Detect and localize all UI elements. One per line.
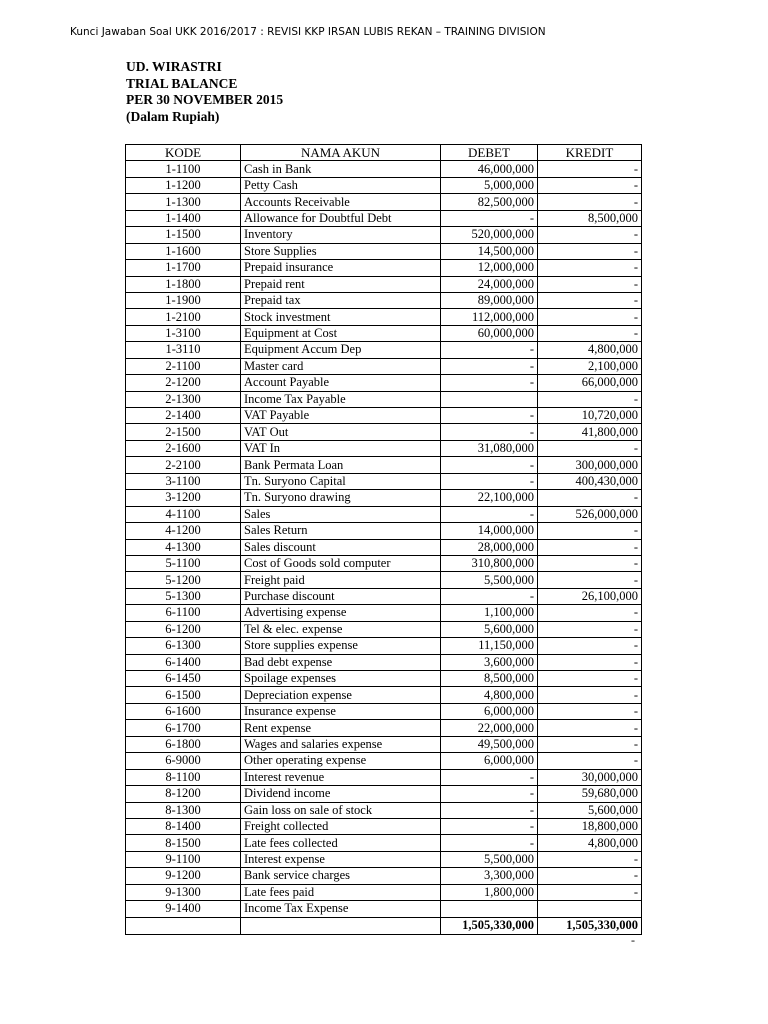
cell-debet: - xyxy=(441,506,538,522)
report-currency: (Dalam Rupiah) xyxy=(126,108,220,124)
cell-debet: 11,150,000 xyxy=(441,638,538,654)
cell-debet: 5,000,000 xyxy=(441,177,538,193)
cell-total-debet: 1,505,330,000 xyxy=(441,917,538,934)
table-row xyxy=(126,572,642,588)
table-row xyxy=(126,243,642,259)
cell-nama-akun: Bank service charges xyxy=(241,868,441,884)
cell-kode: 3-1100 xyxy=(126,473,241,489)
cell-debet: 6,000,000 xyxy=(441,753,538,769)
cell-nama-akun: Tn. Suryono Capital xyxy=(241,473,441,489)
cell-nama-akun: Cost of Goods sold computer xyxy=(241,555,441,571)
cell-debet: 112,000,000 xyxy=(441,309,538,325)
table-row xyxy=(126,260,642,276)
table-row xyxy=(126,194,642,210)
cell-kode: 6-1800 xyxy=(126,736,241,752)
cell-kode: 6-1700 xyxy=(126,720,241,736)
cell-nama-akun: Interest expense xyxy=(241,851,441,867)
table-row xyxy=(126,868,642,884)
cell-debet: - xyxy=(441,786,538,802)
cell-kredit: 66,000,000 xyxy=(538,375,642,391)
table-row xyxy=(126,457,642,473)
cell-nama-akun: Income Tax Expense xyxy=(241,901,441,917)
total-row xyxy=(126,917,642,934)
cell-kode: 6-1600 xyxy=(126,703,241,719)
cell-debet: 49,500,000 xyxy=(441,736,538,752)
cell-kredit: - xyxy=(538,851,642,867)
cell-total-label xyxy=(241,917,441,934)
table-row xyxy=(126,375,642,391)
cell-nama-akun: Wages and salaries expense xyxy=(241,736,441,752)
cell-debet: 1,800,000 xyxy=(441,884,538,900)
cell-kode: 8-1500 xyxy=(126,835,241,851)
cell-nama-akun: Bad debt expense xyxy=(241,654,441,670)
cell-kode: 1-1500 xyxy=(126,227,241,243)
cell-nama-akun: Store Supplies xyxy=(241,243,441,259)
cell-kredit: 526,000,000 xyxy=(538,506,642,522)
cell-kredit: 10,720,000 xyxy=(538,408,642,424)
cell-kredit: - xyxy=(538,161,642,177)
cell-kode: 1-3110 xyxy=(126,342,241,358)
cell-kode: 1-1300 xyxy=(126,194,241,210)
cell-debet: - xyxy=(441,802,538,818)
cell-kredit: 41,800,000 xyxy=(538,424,642,440)
cell-nama-akun: Inventory xyxy=(241,227,441,243)
cell-nama-akun: Income Tax Payable xyxy=(241,391,441,407)
cell-kredit: - xyxy=(538,605,642,621)
table-row xyxy=(126,703,642,719)
cell-nama-akun: Spoilage expenses xyxy=(241,671,441,687)
table-row xyxy=(126,720,642,736)
cell-kode: 9-1100 xyxy=(126,851,241,867)
cell-kredit: 26,100,000 xyxy=(538,588,642,604)
cell-kredit: - xyxy=(538,703,642,719)
cell-kredit: - xyxy=(538,177,642,193)
table-row xyxy=(126,292,642,308)
cell-debet: - xyxy=(441,473,538,489)
cell-debet: 4,800,000 xyxy=(441,687,538,703)
column-header-debet: DEBET xyxy=(441,145,538,161)
cell-debet: 3,300,000 xyxy=(441,868,538,884)
trial-balance-table xyxy=(125,144,642,935)
cell-debet: 24,000,000 xyxy=(441,276,538,292)
table-row xyxy=(126,391,642,407)
table-row xyxy=(126,851,642,867)
cell-kode: 1-1400 xyxy=(126,210,241,226)
table-row xyxy=(126,901,642,917)
cell-kredit: - xyxy=(538,243,642,259)
cell-debet: 310,800,000 xyxy=(441,555,538,571)
cell-kode: 8-1200 xyxy=(126,786,241,802)
cell-kode: 2-1100 xyxy=(126,358,241,374)
cell-nama-akun: Insurance expense xyxy=(241,703,441,719)
cell-kode: 8-1100 xyxy=(126,769,241,785)
cell-nama-akun: Prepaid insurance xyxy=(241,260,441,276)
cell-nama-akun: Equipment at Cost xyxy=(241,325,441,341)
cell-debet: 14,500,000 xyxy=(441,243,538,259)
cell-nama-akun: Bank Permata Loan xyxy=(241,457,441,473)
column-header-nama-akun: NAMA AKUN xyxy=(241,145,441,161)
cell-debet: 3,600,000 xyxy=(441,654,538,670)
cell-kredit: - xyxy=(538,638,642,654)
cell-kredit: - xyxy=(538,260,642,276)
cell-kode: 9-1400 xyxy=(126,901,241,917)
table-row xyxy=(126,358,642,374)
cell-kode: 6-1500 xyxy=(126,687,241,703)
table-row xyxy=(126,539,642,555)
cell-debet: - xyxy=(441,342,538,358)
table-header-row xyxy=(126,145,642,161)
cell-nama-akun: Prepaid tax xyxy=(241,292,441,308)
cell-nama-akun: Interest revenue xyxy=(241,769,441,785)
column-header-kode: KODE xyxy=(126,145,241,161)
cell-nama-akun: Purchase discount xyxy=(241,588,441,604)
cell-nama-akun: Other operating expense xyxy=(241,753,441,769)
cell-debet: - xyxy=(441,424,538,440)
cell-kredit: - xyxy=(538,539,642,555)
table-row xyxy=(126,473,642,489)
cell-kode: 4-1300 xyxy=(126,539,241,555)
cell-nama-akun: VAT Payable xyxy=(241,408,441,424)
table-row xyxy=(126,440,642,456)
cell-debet: 60,000,000 xyxy=(441,325,538,341)
cell-debet: 22,100,000 xyxy=(441,490,538,506)
cell-kode: 6-1450 xyxy=(126,671,241,687)
cell-nama-akun: Rent expense xyxy=(241,720,441,736)
cell-kredit: - xyxy=(538,720,642,736)
report-title-block xyxy=(126,59,283,125)
cell-kode: 6-1200 xyxy=(126,621,241,637)
cell-kredit: 18,800,000 xyxy=(538,818,642,834)
cell-kredit: - xyxy=(538,671,642,687)
cell-debet xyxy=(441,391,538,407)
table-row xyxy=(126,884,642,900)
cell-kredit: - xyxy=(538,654,642,670)
cell-debet: - xyxy=(441,358,538,374)
cell-debet: - xyxy=(441,210,538,226)
cell-nama-akun: Sales xyxy=(241,506,441,522)
cell-nama-akun: Tel & elec. expense xyxy=(241,621,441,637)
cell-kredit: 8,500,000 xyxy=(538,210,642,226)
table-row xyxy=(126,588,642,604)
cell-kredit: - xyxy=(538,555,642,571)
cell-kode: 5-1100 xyxy=(126,555,241,571)
cell-kredit: 5,600,000 xyxy=(538,802,642,818)
table-row xyxy=(126,621,642,637)
table-row xyxy=(126,161,642,177)
cell-nama-akun: Stock investment xyxy=(241,309,441,325)
table-row xyxy=(126,818,642,834)
cell-nama-akun: Tn. Suryono drawing xyxy=(241,490,441,506)
cell-kredit: - xyxy=(538,309,642,325)
column-header-kredit: KREDIT xyxy=(538,145,642,161)
cell-kode: 4-1100 xyxy=(126,506,241,522)
cell-kode: 1-3100 xyxy=(126,325,241,341)
cell-kode: 6-9000 xyxy=(126,753,241,769)
table-row xyxy=(126,325,642,341)
cell-kode: 1-1900 xyxy=(126,292,241,308)
table-row xyxy=(126,769,642,785)
cell-kredit: 59,680,000 xyxy=(538,786,642,802)
table-row xyxy=(126,736,642,752)
cell-kode: 2-1600 xyxy=(126,440,241,456)
cell-total-kode xyxy=(126,917,241,934)
table-row xyxy=(126,210,642,226)
cell-debet: 28,000,000 xyxy=(441,539,538,555)
cell-debet: 82,500,000 xyxy=(441,194,538,210)
table-row xyxy=(126,753,642,769)
cell-nama-akun: Freight collected xyxy=(241,818,441,834)
cell-kode: 2-1500 xyxy=(126,424,241,440)
table-row xyxy=(126,786,642,802)
cell-nama-akun: Petty Cash xyxy=(241,177,441,193)
cell-kode: 6-1100 xyxy=(126,605,241,621)
cell-debet: 5,500,000 xyxy=(441,851,538,867)
cell-nama-akun: Prepaid rent xyxy=(241,276,441,292)
table-row xyxy=(126,506,642,522)
cell-kode: 2-1400 xyxy=(126,408,241,424)
cell-debet: 31,080,000 xyxy=(441,440,538,456)
table-row xyxy=(126,638,642,654)
cell-kredit: - xyxy=(538,325,642,341)
cell-kredit: 300,000,000 xyxy=(538,457,642,473)
cell-kode: 6-1300 xyxy=(126,638,241,654)
cell-debet: - xyxy=(441,769,538,785)
cell-kredit: - xyxy=(538,868,642,884)
cell-debet: 46,000,000 xyxy=(441,161,538,177)
cell-kredit: - xyxy=(538,687,642,703)
cell-kode: 1-1100 xyxy=(126,161,241,177)
cell-nama-akun: Sales Return xyxy=(241,523,441,539)
cell-nama-akun: Gain loss on sale of stock xyxy=(241,802,441,818)
cell-kredit: 4,800,000 xyxy=(538,342,642,358)
cell-kredit: 400,430,000 xyxy=(538,473,642,489)
cell-nama-akun: Advertising expense xyxy=(241,605,441,621)
cell-debet: 6,000,000 xyxy=(441,703,538,719)
cell-debet: 12,000,000 xyxy=(441,260,538,276)
cell-debet: - xyxy=(441,835,538,851)
cell-debet: - xyxy=(441,457,538,473)
cell-kredit: - xyxy=(538,276,642,292)
table-row xyxy=(126,654,642,670)
cell-nama-akun: Late fees paid xyxy=(241,884,441,900)
cell-kredit: 2,100,000 xyxy=(538,358,642,374)
company-name: UD. WIRASTRI xyxy=(126,59,222,74)
cell-kode: 1-1700 xyxy=(126,260,241,276)
table-row xyxy=(126,671,642,687)
table-row xyxy=(126,555,642,571)
cell-nama-akun: Store supplies expense xyxy=(241,638,441,654)
cell-kode: 9-1200 xyxy=(126,868,241,884)
table-row xyxy=(126,802,642,818)
cell-nama-akun: Accounts Receivable xyxy=(241,194,441,210)
trailing-dash-mark: - xyxy=(631,933,635,947)
table-row xyxy=(126,687,642,703)
cell-kredit: 4,800,000 xyxy=(538,835,642,851)
table-row xyxy=(126,227,642,243)
table-row xyxy=(126,490,642,506)
cell-kode: 4-1200 xyxy=(126,523,241,539)
cell-nama-akun: VAT Out xyxy=(241,424,441,440)
cell-kode: 1-1800 xyxy=(126,276,241,292)
cell-total-kredit: 1,505,330,000 xyxy=(538,917,642,934)
cell-kredit: - xyxy=(538,490,642,506)
cell-kode: 5-1200 xyxy=(126,572,241,588)
cell-debet: - xyxy=(441,408,538,424)
cell-kode: 9-1300 xyxy=(126,884,241,900)
cell-debet: 22,000,000 xyxy=(441,720,538,736)
table-row xyxy=(126,342,642,358)
cell-nama-akun: Account Payable xyxy=(241,375,441,391)
cell-kredit: - xyxy=(538,391,642,407)
cell-nama-akun: Cash in Bank xyxy=(241,161,441,177)
table-row xyxy=(126,276,642,292)
cell-kode: 8-1300 xyxy=(126,802,241,818)
cell-kredit: - xyxy=(538,884,642,900)
cell-debet xyxy=(441,901,538,917)
cell-kode: 1-1200 xyxy=(126,177,241,193)
cell-kredit: 30,000,000 xyxy=(538,769,642,785)
cell-kredit: - xyxy=(538,523,642,539)
cell-nama-akun: Allowance for Doubtful Debt xyxy=(241,210,441,226)
cell-kode: 5-1300 xyxy=(126,588,241,604)
cell-debet: 1,100,000 xyxy=(441,605,538,621)
cell-kredit: - xyxy=(538,194,642,210)
report-name: TRIAL BALANCE xyxy=(126,75,238,91)
cell-kredit: - xyxy=(538,227,642,243)
cell-kredit: - xyxy=(538,440,642,456)
cell-debet: - xyxy=(441,588,538,604)
cell-nama-akun: Depreciation expense xyxy=(241,687,441,703)
cell-debet: 8,500,000 xyxy=(441,671,538,687)
cell-kode: 3-1200 xyxy=(126,490,241,506)
cell-kredit: - xyxy=(538,753,642,769)
cell-kode: 2-1300 xyxy=(126,391,241,407)
page-header-note: Kunci Jawaban Soal UKK 2016/2017 : REVISI KKP IRSAN LUBIS REKAN – TRAINING DIVISION xyxy=(70,26,546,38)
cell-nama-akun: Late fees collected xyxy=(241,835,441,851)
table-row xyxy=(126,523,642,539)
table-row xyxy=(126,177,642,193)
cell-kode: 1-1600 xyxy=(126,243,241,259)
table-row xyxy=(126,309,642,325)
cell-kode: 2-1200 xyxy=(126,375,241,391)
cell-kode: 2-2100 xyxy=(126,457,241,473)
cell-kode: 6-1400 xyxy=(126,654,241,670)
cell-kode: 1-2100 xyxy=(126,309,241,325)
table-row xyxy=(126,835,642,851)
cell-kredit: - xyxy=(538,292,642,308)
cell-nama-akun: Sales discount xyxy=(241,539,441,555)
cell-kode: 8-1400 xyxy=(126,818,241,834)
table-body xyxy=(126,161,642,934)
cell-nama-akun: Freight paid xyxy=(241,572,441,588)
cell-kredit: - xyxy=(538,621,642,637)
cell-kredit xyxy=(538,901,642,917)
cell-debet: - xyxy=(441,375,538,391)
cell-kredit: - xyxy=(538,572,642,588)
cell-nama-akun: Master card xyxy=(241,358,441,374)
table-row xyxy=(126,605,642,621)
table-row xyxy=(126,408,642,424)
cell-nama-akun: VAT In xyxy=(241,440,441,456)
cell-debet: - xyxy=(441,818,538,834)
cell-nama-akun: Dividend income xyxy=(241,786,441,802)
cell-debet: 520,000,000 xyxy=(441,227,538,243)
cell-kredit: - xyxy=(538,736,642,752)
report-period: PER 30 NOVEMBER 2015 xyxy=(126,92,284,107)
table-row xyxy=(126,424,642,440)
cell-debet: 89,000,000 xyxy=(441,292,538,308)
cell-debet: 5,500,000 xyxy=(441,572,538,588)
cell-debet: 14,000,000 xyxy=(441,523,538,539)
cell-nama-akun: Equipment Accum Dep xyxy=(241,342,441,358)
cell-debet: 5,600,000 xyxy=(441,621,538,637)
